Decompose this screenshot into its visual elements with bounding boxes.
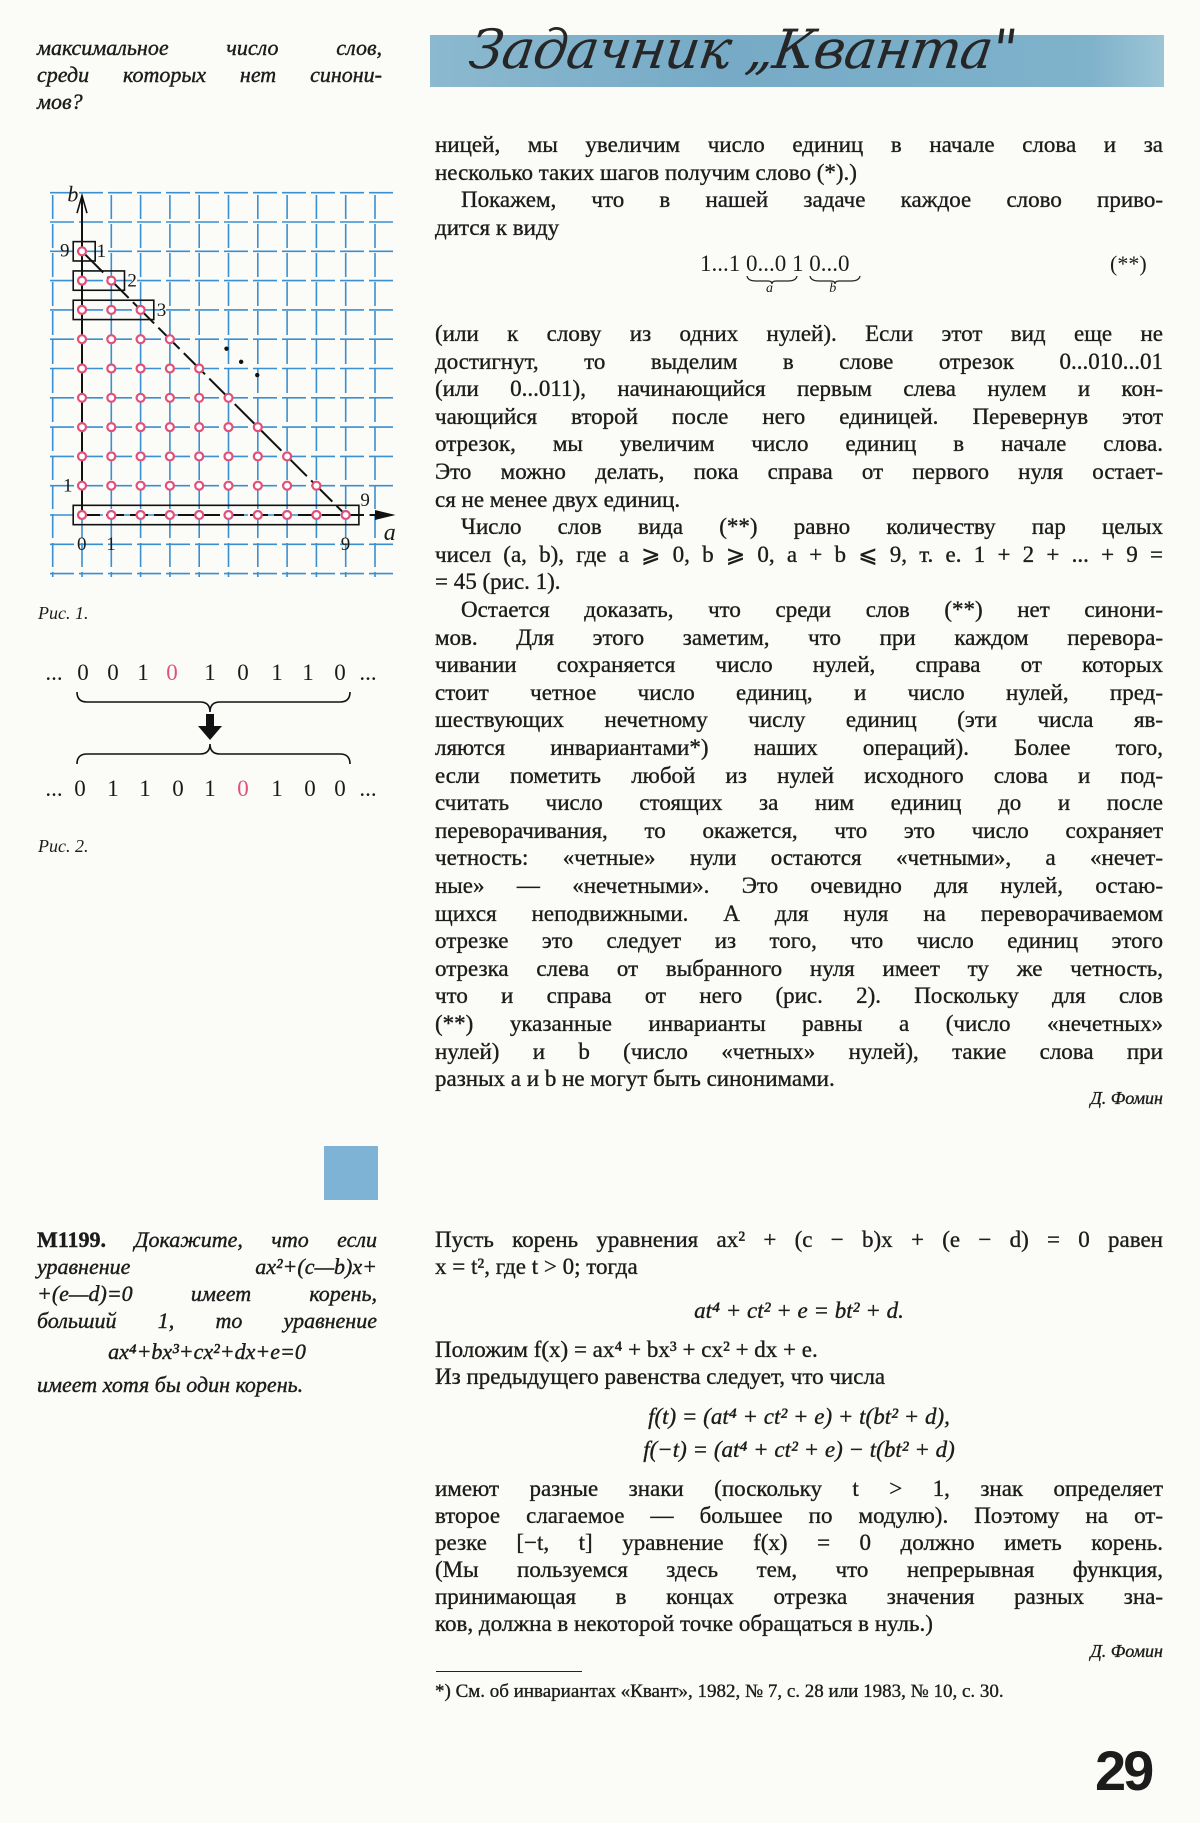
figure-1-grid-diagram <box>0 180 420 600</box>
y-axis-label: b <box>67 181 79 207</box>
brace-top-icon <box>77 692 350 712</box>
formula-a-group <box>746 251 787 296</box>
y-tick-label: 9 <box>60 240 70 262</box>
digit: 1 <box>204 660 216 685</box>
lattice-point <box>107 394 115 402</box>
intro-line: среди которых нет синони- <box>37 62 382 87</box>
formula-b-group <box>809 251 850 296</box>
ellipsis-dot <box>255 373 259 377</box>
lattice-point <box>166 511 174 519</box>
problem-number: M1199. <box>37 1227 107 1252</box>
x-axis-label: a <box>383 519 396 546</box>
section-title: Задачник „Кванта" <box>465 18 1021 81</box>
lattice-point <box>137 335 145 343</box>
digit: 0 <box>237 776 249 801</box>
paragraph-line: Это можно делать, пока справа от первого нуля остает- <box>435 459 1163 484</box>
lattice-point <box>225 394 233 402</box>
paragraph-line: (**) указанные инварианты равны a (число «нечетных» <box>435 1011 1163 1036</box>
formula-ones: 1...1 <box>700 251 741 276</box>
digit: 1 <box>137 660 149 685</box>
paragraph-line: если пометить любой из нулей исходного слова и под- <box>435 762 1163 788</box>
paragraph-line: (или к слову из одних нулей). Если этот вид еще не <box>435 321 1163 346</box>
lattice-point <box>254 423 262 431</box>
figure-2-word-reversal <box>0 640 420 830</box>
paragraph-line: переворачивания, то окажется, что это число сохраняет <box>435 817 1163 843</box>
ellipsis: ... <box>359 776 377 801</box>
lattice-point <box>254 511 262 519</box>
box-label: 2 <box>127 270 137 292</box>
digit: 0 <box>172 776 184 801</box>
paragraph-line: чисел (a, b), где a ⩾ 0, b ⩾ 0, a + b ⩽ 9, т. е. 1 + 2 + ... + 9 = <box>435 541 1163 567</box>
lattice-point <box>78 247 86 255</box>
problem-line: уравнение ax²+(c—b)x+ <box>37 1254 377 1279</box>
lattice-point <box>78 452 86 460</box>
lattice-point <box>312 482 320 490</box>
lattice-point <box>107 452 115 460</box>
solution-equation: f(−t) = (at⁴ + ct² + e) − t(bt² + d) <box>643 1437 955 1462</box>
lattice-point <box>78 277 86 285</box>
lattice-point <box>137 365 145 373</box>
paragraph-line: мов. Для этого заметим, что при каждом перевора- <box>435 624 1163 650</box>
formula-tag: (**) <box>1110 251 1147 276</box>
lattice-point <box>283 452 291 460</box>
lattice-point <box>166 394 174 402</box>
lattice-point <box>283 511 291 519</box>
x-axis-arrow-icon <box>375 510 396 520</box>
lattice-point <box>107 511 115 519</box>
digit: 0 <box>74 776 86 801</box>
box-label: 9 <box>360 490 370 512</box>
paragraph-line: чивании сохраняется число нулей, справа от которых <box>435 652 1163 678</box>
digit: 1 <box>302 660 314 685</box>
x-tick-label: 1 <box>106 534 116 556</box>
digit: 0 <box>237 660 249 685</box>
digit: 0 <box>77 660 89 685</box>
paragraph-line: считать число стоящих за ним единиц до и после <box>435 790 1163 816</box>
lattice-point <box>137 482 145 490</box>
figure-2-caption: Рис. 2. <box>38 836 89 856</box>
paragraph-line: разных a и b не могут быть синонимами. <box>435 1066 835 1092</box>
paragraph-line: ные» — «нечетными». Это очевидно для нулей, остаю- <box>435 873 1163 898</box>
down-arrow-icon <box>198 714 222 740</box>
paragraph-line: дится к виду <box>435 214 560 240</box>
solution-line: второе слагаемое — большее по модулю). Поэтому на от- <box>435 1503 1163 1528</box>
lattice-point <box>107 277 115 285</box>
paragraph-line: четность: «четные» нули остаются «четными», а «нечет- <box>435 845 1163 871</box>
digit: 1 <box>107 776 119 801</box>
formula-a-label: a <box>766 281 773 296</box>
paragraph-line: = 45 (рис. 1). <box>435 569 561 595</box>
lattice-point <box>78 335 86 343</box>
lattice-point <box>78 511 86 519</box>
ellipsis: ... <box>359 660 377 685</box>
ellipsis: ... <box>45 660 63 685</box>
solution-line: принимающая в концах отрезка значения разных зна- <box>435 1584 1163 1609</box>
lattice-point <box>254 452 262 460</box>
problem-line: имеет хотя бы один корень. <box>37 1372 304 1397</box>
lattice-point <box>107 365 115 373</box>
lattice-point <box>137 511 145 519</box>
digit: 1 <box>139 776 151 801</box>
lattice-point <box>283 482 291 490</box>
intro-line: мов? <box>37 89 83 114</box>
x-tick-label: 9 <box>340 534 351 556</box>
problem-statement-first-line <box>37 1226 377 1253</box>
paragraph-line: несколько таких шагов получим слово (*).) <box>435 159 857 185</box>
x-tick-label: 0 <box>77 534 87 556</box>
lattice-point <box>254 482 262 490</box>
lattice-point <box>78 394 86 402</box>
lattice-point <box>107 306 115 314</box>
solution-line: Пусть корень уравнения ax² + (c − b)x + (e − d) = 0 равен <box>435 1227 1163 1252</box>
solution-line: Из предыдущего равенства следует, что числа <box>435 1364 886 1389</box>
box-label: 1 <box>96 241 107 263</box>
digit: 0 <box>334 660 346 685</box>
paragraph-line: (или 0...011), начинающийся первым слева нулем и кон- <box>435 376 1163 402</box>
lattice-point <box>195 423 203 431</box>
digit: 0 <box>166 660 178 685</box>
box-label: 3 <box>156 299 167 321</box>
lattice-point <box>137 423 145 431</box>
lattice-point <box>166 365 174 373</box>
problem-line: +(e—d)=0 имеет корень, <box>37 1281 377 1306</box>
lattice-point <box>312 511 320 519</box>
lattice-point <box>195 452 203 460</box>
paragraph-line: стоит четное число единиц, и число нулей, пред- <box>435 679 1163 705</box>
solution-line: x = t², где t > 0; тогда <box>435 1254 638 1279</box>
lattice-point <box>195 365 203 373</box>
paragraph-line: чающийся второй после него единицей. Перевернув этот <box>435 403 1163 429</box>
lattice-point <box>107 335 115 343</box>
paragraph-line: ницей, мы увеличим число единиц в начале слова и за <box>435 132 1163 157</box>
paragraph-line: Остается доказать, что среди слов (**) нет синони- <box>461 597 1163 622</box>
problem-text: Докажите, что если <box>134 1227 377 1252</box>
problem-equation: ax⁴+bx³+cx²+dx+e=0 <box>108 1339 306 1364</box>
formula-b-label: b <box>829 281 837 296</box>
lattice-point <box>78 365 86 373</box>
solution-equation: at⁴ + ct² + e = bt² + d. <box>694 1298 904 1323</box>
lattice-point <box>78 482 86 490</box>
problem-line: больший 1, то уравнение <box>37 1308 377 1333</box>
digit: 1 <box>204 776 216 801</box>
page-number: 29 <box>1095 1739 1152 1802</box>
formula-one: 1 <box>792 251 804 276</box>
lattice-point <box>195 394 203 402</box>
digit: 0 <box>107 660 119 685</box>
lattice-point <box>225 452 233 460</box>
formula-double-star <box>700 251 850 296</box>
section-marker-square <box>324 1146 378 1200</box>
lattice-point <box>137 306 145 314</box>
lattice-point <box>137 452 145 460</box>
formula-a-zeros: 0...0 <box>746 251 787 276</box>
lattice-point <box>166 452 174 460</box>
paragraph-line: отрезок, мы увеличим число единиц в начале слова. <box>435 431 1163 457</box>
lattice-point <box>107 423 115 431</box>
solution-equation: f(t) = (at⁴ + ct² + e) + t(bt² + d), <box>648 1404 950 1429</box>
paragraph-line: ляются инвариантами*) наших операций). Более того, <box>435 735 1163 760</box>
formula-b-zeros: 0...0 <box>809 251 850 276</box>
lattice-point <box>78 423 86 431</box>
digit: 0 <box>304 776 316 801</box>
ellipsis-dot <box>224 346 228 350</box>
author-signature: Д. Фомин <box>1090 1088 1163 1108</box>
brace-bottom-icon <box>77 744 350 764</box>
solution-line: (Мы пользуемся здесь тем, что непрерывная функция, <box>435 1557 1163 1582</box>
lattice-point <box>78 306 86 314</box>
digit: 1 <box>271 660 283 685</box>
lattice-point <box>195 482 203 490</box>
paragraph-line: Число слов вида (**) равно количеству пар целых <box>461 514 1163 540</box>
digit: 0 <box>334 776 346 801</box>
ellipsis: ... <box>45 776 63 801</box>
lattice-point <box>225 423 233 431</box>
lattice-point <box>166 423 174 431</box>
paragraph-line: Покажем, что в нашей задаче каждое слово приво- <box>461 187 1163 212</box>
lattice-point <box>107 482 115 490</box>
solution-line: Положим f(x) = ax⁴ + bx³ + cx² + dx + e. <box>435 1337 818 1362</box>
solution-line: ков, должна в некоторой точке обращаться в нуль.) <box>435 1611 933 1636</box>
paragraph-line: ся не менее двух единиц. <box>435 486 681 512</box>
lattice-point <box>342 511 350 519</box>
footnote: *) См. об инвариантах «Квант», 1982, № 7, с. 28 или 1983, № 10, с. 30. <box>435 1681 1004 1702</box>
y-tick-label: 1 <box>62 475 73 497</box>
paragraph-line: достигнут, то выделим в слове отрезок 0...010...01 <box>435 348 1163 374</box>
paragraph-line: что и справа от него (рис. 2). Поскольку для слов <box>435 983 1163 1009</box>
lattice-point <box>225 511 233 519</box>
lattice-point <box>166 482 174 490</box>
lattice-point <box>166 335 174 343</box>
lattice-point <box>137 394 145 402</box>
solution-line: резке [−t, t] уравнение f(x) = 0 должно иметь корень. <box>435 1530 1163 1555</box>
figure-1-caption: Рис. 1. <box>38 603 89 623</box>
paragraph-line: отрезке это следует из того, что число единиц этого <box>435 928 1163 954</box>
author-signature: Д. Фомин <box>1090 1641 1163 1661</box>
lattice-point <box>225 482 233 490</box>
ellipsis-dot <box>239 360 243 364</box>
paragraph-line: отрезка слева от выбранного нуля имеет ту же четность, <box>435 955 1163 981</box>
paragraph-line: шествующих нечетному числу единиц (эти числа яв- <box>435 707 1163 733</box>
paragraph-line: нулей) и b (число «четных» нулей), такие слова при <box>435 1038 1163 1064</box>
digit: 1 <box>271 776 283 801</box>
lattice-point <box>195 511 203 519</box>
footnote-divider <box>436 1671 582 1672</box>
solution-line: имеют разные знаки (поскольку t > 1, знак определяет <box>435 1476 1163 1501</box>
intro-line: максимальное число слов, <box>37 35 382 60</box>
paragraph-line: щихся неподвижными. А для нуля на переворачиваемом <box>435 900 1163 926</box>
